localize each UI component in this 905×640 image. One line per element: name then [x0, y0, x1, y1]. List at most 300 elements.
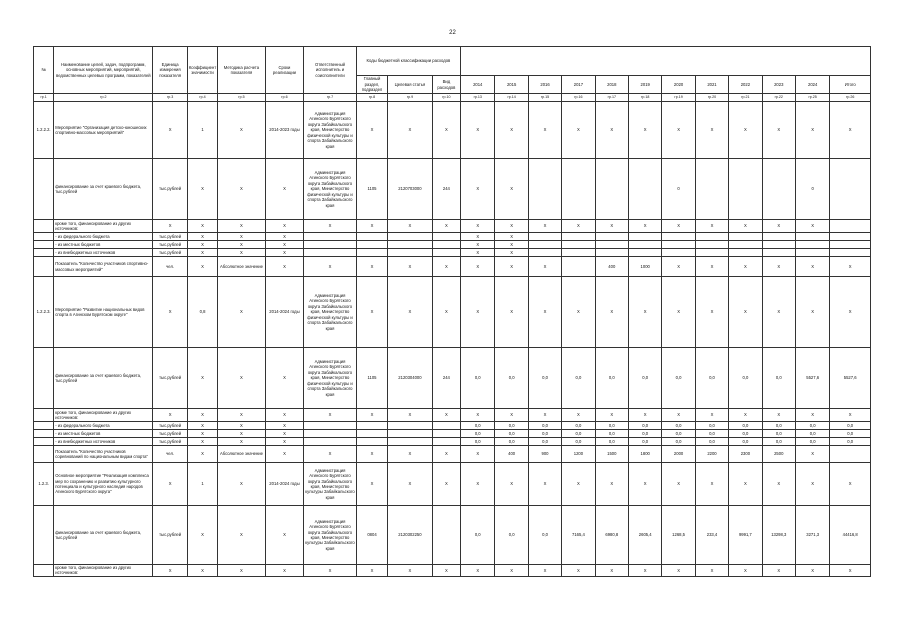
table-cell: X: [662, 277, 695, 348]
table-cell: [432, 422, 460, 430]
table-row: [34, 446, 871, 463]
table-cell: X: [218, 565, 266, 577]
table-cell: X: [729, 102, 762, 159]
table-cell: X: [218, 430, 266, 438]
header-method: Методика расчета показателя: [218, 47, 266, 94]
table-cell: X: [187, 348, 217, 409]
table-cell: 0,0: [528, 422, 561, 430]
table-cell: 0,0: [762, 438, 795, 446]
table-cell: [762, 159, 795, 220]
table-row: [34, 249, 871, 257]
table-cell: X: [762, 463, 795, 506]
table-cell: кроме того, финансирование из других источников:: [54, 409, 153, 422]
table-cell: [629, 159, 662, 220]
table-cell: 44416,8: [830, 506, 871, 565]
table-cell: 0,0: [762, 348, 795, 409]
table-cell: 5527,6: [830, 348, 871, 409]
header-year: 2018: [595, 76, 628, 94]
column-number: гр.8: [356, 94, 387, 102]
header-bk-vr: Вид расходов: [432, 76, 460, 94]
table-cell: 1.2.3.: [34, 463, 54, 506]
table-cell: X: [662, 463, 695, 506]
table-cell: чел.: [153, 446, 187, 463]
table-cell: X: [265, 233, 303, 241]
table-cell: 0,0: [461, 430, 495, 438]
table-cell: X: [187, 233, 217, 241]
column-number: гр.9: [388, 94, 433, 102]
table-cell: 1268,5: [662, 506, 695, 565]
table-cell: Администрация Агинского Бурятского округа Забайкальского края, Министерство физической культуры и спорта Забайкальского края: [304, 159, 357, 220]
table-cell: 13298,3: [762, 506, 795, 565]
column-number: гр.25: [795, 94, 829, 102]
table-cell: X: [187, 257, 217, 277]
table-cell: 0,0: [695, 430, 728, 438]
header-no: №: [34, 47, 54, 94]
table-cell: [830, 241, 871, 249]
table-cell: - из федерального бюджета: [54, 233, 153, 241]
column-number: гр.18: [629, 94, 662, 102]
table-cell: X: [265, 220, 303, 233]
table-cell: 0: [795, 159, 829, 220]
table-cell: X: [595, 565, 628, 577]
table-cell: [795, 249, 829, 257]
column-number: гр.14: [495, 94, 528, 102]
table-cell: [304, 233, 357, 241]
table-cell: 0,0: [528, 348, 561, 409]
table-cell: Абсолютное значение: [218, 446, 266, 463]
table-cell: [34, 159, 54, 220]
table-cell: [34, 233, 54, 241]
table-cell: X: [218, 422, 266, 430]
table-cell: X: [495, 257, 528, 277]
table-cell: X: [729, 463, 762, 506]
table-row: [34, 241, 871, 249]
table-cell: Показатель "Количество участников спортивно-массовых мероприятий": [54, 257, 153, 277]
table-cell: 9991,7: [729, 506, 762, 565]
table-row: [34, 565, 871, 577]
table-cell: [432, 249, 460, 257]
table-row: [34, 348, 871, 409]
table-row: [34, 233, 871, 241]
table-cell: X: [432, 463, 460, 506]
table-cell: [729, 159, 762, 220]
header-bk-csr: Целевая статья: [388, 76, 433, 94]
table-cell: X: [153, 102, 187, 159]
header-year: 2023: [762, 76, 795, 94]
table-cell: тыс.рублей: [153, 348, 187, 409]
table-cell: X: [729, 565, 762, 577]
table-cell: 0,0: [495, 422, 528, 430]
table-row: [34, 159, 871, 220]
table-cell: [562, 159, 595, 220]
table-cell: X: [432, 220, 460, 233]
table-cell: [830, 233, 871, 241]
table-cell: X: [762, 565, 795, 577]
column-number: гр.7: [304, 94, 357, 102]
table-cell: Показатель "Количество участников соревнований по национальным видам спорта": [54, 446, 153, 463]
table-cell: X: [729, 277, 762, 348]
table-cell: X: [461, 241, 495, 249]
table-cell: X: [629, 409, 662, 422]
table-cell: 2200: [695, 446, 728, 463]
table-cell: [34, 565, 54, 577]
table-cell: X: [495, 277, 528, 348]
table-cell: 1.2.2.2.: [34, 102, 54, 159]
table-cell: X: [595, 277, 628, 348]
table-cell: X: [495, 241, 528, 249]
table-cell: X: [762, 277, 795, 348]
table-cell: 0,0: [795, 438, 829, 446]
table-cell: [34, 422, 54, 430]
table-cell: X: [461, 159, 495, 220]
table-cell: тыс.рублей: [153, 422, 187, 430]
header-year: 2014: [461, 76, 495, 94]
table-cell: 1800: [629, 446, 662, 463]
table-cell: 0,0: [495, 438, 528, 446]
table-cell: [34, 430, 54, 438]
table-cell: X: [562, 409, 595, 422]
table-row: [34, 102, 871, 159]
table-cell: [356, 241, 387, 249]
table-cell: X: [218, 277, 266, 348]
table-cell: [34, 241, 54, 249]
table-cell: 0,0: [695, 438, 728, 446]
table-cell: 2500: [762, 446, 795, 463]
table-cell: [562, 257, 595, 277]
table-cell: X: [629, 102, 662, 159]
table-cell: 2014-2024 годы: [265, 277, 303, 348]
table-cell: X: [662, 257, 695, 277]
table-cell: [762, 233, 795, 241]
table-cell: [830, 220, 871, 233]
table-cell: X: [388, 463, 433, 506]
table-cell: X: [153, 220, 187, 233]
table-cell: X: [218, 159, 266, 220]
table-cell: 1105: [356, 348, 387, 409]
table-cell: X: [729, 409, 762, 422]
header-year: 2021: [695, 76, 728, 94]
table-cell: X: [265, 409, 303, 422]
table-cell: X: [304, 446, 357, 463]
column-number: гр.21: [729, 94, 762, 102]
table-cell: X: [187, 409, 217, 422]
table-cell: X: [830, 565, 871, 577]
table-cell: финансирование за счет краевого бюджета, тыс.рублей: [54, 159, 153, 220]
table-cell: X: [528, 409, 561, 422]
header-year: 2015: [495, 76, 528, 94]
table-cell: X: [461, 409, 495, 422]
column-number: гр.2: [54, 94, 153, 102]
table-cell: чел.: [153, 257, 187, 277]
table-cell: 900: [528, 446, 561, 463]
table-cell: X: [388, 220, 433, 233]
table-cell: 0,0: [729, 422, 762, 430]
table-cell: X: [629, 277, 662, 348]
table-cell: X: [304, 409, 357, 422]
table-cell: [432, 233, 460, 241]
page-number: 22: [449, 30, 456, 36]
table-cell: X: [528, 102, 561, 159]
table-cell: X: [629, 220, 662, 233]
table-cell: 2000: [662, 446, 695, 463]
table-cell: 0,0: [729, 348, 762, 409]
table-cell: 0,0: [528, 438, 561, 446]
table-cell: [356, 249, 387, 257]
table-cell: X: [218, 241, 266, 249]
table-cell: X: [304, 257, 357, 277]
table-cell: X: [218, 233, 266, 241]
table-cell: [695, 241, 728, 249]
table-row: [34, 257, 871, 277]
table-cell: тыс.рублей: [153, 438, 187, 446]
table-cell: [356, 233, 387, 241]
column-number: гр.16: [562, 94, 595, 102]
column-number: гр.22: [762, 94, 795, 102]
table-cell: X: [218, 102, 266, 159]
table-cell: [562, 241, 595, 249]
table-cell: X: [830, 463, 871, 506]
table-cell: кроме того, финансирование из других источников:: [54, 220, 153, 233]
table-cell: X: [218, 506, 266, 565]
table-cell: тыс.рублей: [153, 506, 187, 565]
table-cell: [795, 241, 829, 249]
header-unit: Единица измерения показателя: [153, 47, 187, 94]
table-cell: X: [662, 220, 695, 233]
table-cell: X: [762, 257, 795, 277]
table-cell: X: [432, 409, 460, 422]
table-cell: 0,0: [461, 422, 495, 430]
table-cell: 0,0: [461, 506, 495, 565]
table-cell: [34, 506, 54, 565]
table-cell: X: [187, 249, 217, 257]
table-cell: X: [461, 257, 495, 277]
table-cell: X: [356, 257, 387, 277]
table-cell: X: [562, 277, 595, 348]
table-cell: X: [304, 565, 357, 577]
table-cell: 0,0: [629, 430, 662, 438]
header-year: 2016: [528, 76, 561, 94]
table-body: [34, 102, 871, 577]
table-cell: Мероприятие "Организация детско-юношеских спортивно-массовых мероприятий": [54, 102, 153, 159]
table-cell: X: [595, 102, 628, 159]
table-cell: X: [356, 277, 387, 348]
table-cell: 0,0: [762, 422, 795, 430]
table-cell: X: [795, 220, 829, 233]
table-cell: X: [795, 409, 829, 422]
table-cell: X: [695, 257, 728, 277]
table-cell: 5527,6: [795, 348, 829, 409]
table-cell: [304, 422, 357, 430]
table-cell: [830, 159, 871, 220]
table-cell: X: [495, 409, 528, 422]
table-cell: X: [265, 241, 303, 249]
table-cell: [34, 438, 54, 446]
table-cell: 1: [187, 102, 217, 159]
table-cell: Мероприятие "Развитие национальных видов спорта в Агинском Бурятском округе": [54, 277, 153, 348]
table-cell: 0,0: [695, 422, 728, 430]
table-cell: 0,8: [187, 277, 217, 348]
column-number: гр.15: [528, 94, 561, 102]
table-cell: [388, 233, 433, 241]
table-cell: 0,0: [595, 430, 628, 438]
table-cell: 0,0: [662, 430, 695, 438]
table-cell: X: [187, 438, 217, 446]
table-cell: X: [495, 233, 528, 241]
column-number: гр.5: [218, 94, 266, 102]
table-cell: Администрация Агинского Бурятского округа Забайкальского края, Министерство культуры Забайкальского края: [304, 463, 357, 506]
table-cell: X: [388, 565, 433, 577]
table-cell: Администрация Агинского Бурятского округа Забайкальского края, Министерство культуры Забайкальского края: [304, 506, 357, 565]
table-cell: X: [762, 409, 795, 422]
table-cell: 244: [432, 348, 460, 409]
table-cell: X: [153, 565, 187, 577]
table-row: [34, 422, 871, 430]
table-cell: X: [187, 159, 217, 220]
table-cell: 7165,4: [562, 506, 595, 565]
table-cell: X: [662, 409, 695, 422]
table-cell: [762, 241, 795, 249]
table-cell: 0,0: [495, 506, 528, 565]
table-cell: 1000: [629, 257, 662, 277]
table-cell: [662, 241, 695, 249]
table-cell: X: [762, 220, 795, 233]
table-cell: 2120304000: [388, 348, 433, 409]
table-cell: X: [795, 565, 829, 577]
header-year: 2019: [629, 76, 662, 94]
table-cell: 0,0: [562, 422, 595, 430]
table-cell: 2014-2023 годы: [265, 102, 303, 159]
table-cell: [629, 241, 662, 249]
table-cell: [729, 233, 762, 241]
table-cell: 2300: [729, 446, 762, 463]
table-cell: 0,0: [795, 430, 829, 438]
table-cell: X: [495, 159, 528, 220]
table-cell: X: [495, 220, 528, 233]
table-cell: [595, 241, 628, 249]
table-cell: [695, 159, 728, 220]
table-cell: 0,0: [729, 438, 762, 446]
table-cell: X: [187, 422, 217, 430]
table-cell: [432, 241, 460, 249]
table-cell: X: [432, 277, 460, 348]
table-cell: [356, 438, 387, 446]
table-cell: X: [595, 463, 628, 506]
table-cell: [662, 233, 695, 241]
table-cell: 0,0: [729, 430, 762, 438]
table-cell: 244: [432, 159, 460, 220]
table-cell: - из местных бюджетов: [54, 241, 153, 249]
table-cell: X: [265, 249, 303, 257]
table-cell: [562, 233, 595, 241]
table-cell: 6980,8: [595, 506, 628, 565]
table-cell: 0,0: [528, 506, 561, 565]
table-cell: 0,0: [629, 438, 662, 446]
table-cell: [629, 249, 662, 257]
column-number: гр.17: [595, 94, 628, 102]
table-cell: [830, 249, 871, 257]
table-cell: X: [795, 463, 829, 506]
table-cell: X: [187, 430, 217, 438]
table-cell: 0,0: [695, 348, 728, 409]
table-cell: 1105: [356, 159, 387, 220]
table-cell: [388, 430, 433, 438]
table-row: [34, 438, 871, 446]
table-cell: X: [528, 463, 561, 506]
table-cell: X: [695, 102, 728, 159]
table-cell: - из внебюджетных источников: [54, 438, 153, 446]
table-cell: тыс.рублей: [153, 241, 187, 249]
header-coef: Коэффициент значимости: [187, 47, 217, 94]
column-number: гр.6: [265, 94, 303, 102]
table-cell: X: [495, 102, 528, 159]
table-cell: X: [795, 277, 829, 348]
table-cell: X: [265, 257, 303, 277]
table-cell: [528, 249, 561, 257]
header-bk-razdel: Главный раздел, подраздел: [356, 76, 387, 94]
table-cell: X: [388, 102, 433, 159]
table-cell: X: [629, 463, 662, 506]
table-cell: X: [461, 102, 495, 159]
table-cell: X: [729, 257, 762, 277]
column-number: гр.13: [461, 94, 495, 102]
table-cell: X: [562, 220, 595, 233]
table-cell: X: [762, 102, 795, 159]
table-cell: [562, 249, 595, 257]
table-cell: [830, 446, 871, 463]
table-cell: X: [356, 446, 387, 463]
table-cell: 2014-2024 годы: [265, 463, 303, 506]
column-number: гр.20: [695, 94, 728, 102]
table-cell: [34, 446, 54, 463]
table-cell: 0804: [356, 506, 387, 565]
table-cell: Администрация Агинского Бурятского округа Забайкальского края, Министерство физической культуры и спорта Забайкальского края: [304, 102, 357, 159]
table-cell: X: [830, 277, 871, 348]
table-cell: Абсолютное значение: [218, 257, 266, 277]
column-number: гр.26: [830, 94, 871, 102]
table-cell: X: [265, 430, 303, 438]
table-cell: X: [388, 277, 433, 348]
table-cell: X: [528, 565, 561, 577]
table-cell: X: [153, 409, 187, 422]
table-cell: X: [432, 446, 460, 463]
table-cell: 233,4: [695, 506, 728, 565]
table-cell: X: [388, 257, 433, 277]
table-cell: X: [695, 409, 728, 422]
table-cell: X: [153, 463, 187, 506]
table-cell: X: [695, 565, 728, 577]
table-cell: тыс.рублей: [153, 159, 187, 220]
column-number: гр.19: [662, 94, 695, 102]
table-cell: X: [218, 463, 266, 506]
table-cell: X: [629, 565, 662, 577]
table-cell: X: [662, 102, 695, 159]
table-cell: [662, 249, 695, 257]
table-cell: X: [265, 565, 303, 577]
table-cell: X: [218, 249, 266, 257]
table-cell: 0,0: [528, 430, 561, 438]
table-cell: [34, 220, 54, 233]
table-cell: 0,0: [662, 422, 695, 430]
table-cell: 0,0: [762, 430, 795, 438]
table-cell: 400: [595, 257, 628, 277]
table-cell: X: [461, 463, 495, 506]
column-number: гр.1: [34, 94, 54, 102]
header-bk: Коды бюджетной классификации расходов: [356, 47, 460, 76]
table-cell: 0,0: [461, 438, 495, 446]
table-cell: [34, 409, 54, 422]
table-cell: X: [562, 102, 595, 159]
header-year: 2024: [795, 76, 829, 94]
